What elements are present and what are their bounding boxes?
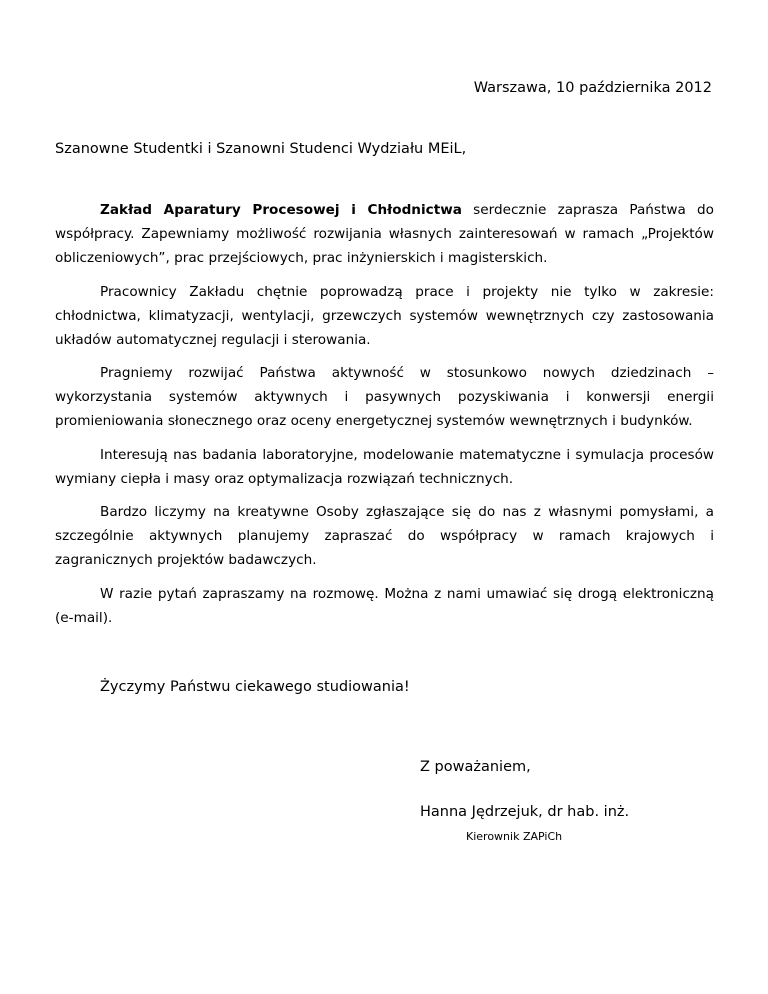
department-name: Zakład Aparatury Procesowej i Chłodnictwa (100, 202, 462, 218)
paragraph-new-fields: Pragniemy rozwijać Państwa aktywność w stosunkowo nowych dziedzinach – wykorzystania systemów aktywnych i pasywnych pozyskiwania i konwersji energii promieniowania słonecznego oraz oceny energetycznej systemów wewnętrznych i budynków. (55, 365, 714, 429)
paragraph-invitation-text: serdecznie zaprasza Państwa do współpracy. Zapewniamy możliwość rozwijania własnych zainteresowań w ramach „Projektów obliczeniowych”, prac przejściowych, prac inżynierskich i magisterskich. (55, 202, 714, 266)
paragraph-research: Interesują nas badania laboratoryjne, modelowanie matematyczne i symulacja procesów wymiany ciepła i masy oraz optymalizacja rozwiązań technicznych. (55, 446, 714, 487)
closing-line: Z poważaniem, (420, 759, 531, 775)
paragraph-contact: W razie pytań zapraszamy na rozmowę. Można z nami umawiać się drogą elektroniczną (e-mail). (55, 585, 714, 626)
paragraph-creative: Bardzo liczymy na kreatywne Osoby zgłaszające się do nas z własnymi pomysłami, a szczególnie aktywnych planujemy zapraszać do współpracy w ramach krajowych i zagranicznych projektów badawczych. (55, 504, 714, 568)
salutation: Szanowne Studentki i Szanowni Studenci Wydziału MEiL, (55, 141, 467, 157)
signature-role: Kierownik ZAPiCh (466, 830, 563, 843)
paragraph-invitation (55, 198, 714, 270)
signature-name: Hanna Jędrzejuk, dr hab. inż. (420, 804, 630, 820)
wishes-line: Życzymy Państwu ciekawego studiowania! (100, 679, 410, 695)
letter-date: Warszawa, 10 października 2012 (473, 80, 712, 96)
paragraph-topics: Pracownicy Zakładu chętnie poprowadzą prace i projekty nie tylko w zakresie: chłodnictwa, klimatyzacji, wentylacji, grzewczych systemów wewnętrznych czy zastosowania układów automatycznej regulacji i sterowania. (55, 283, 714, 348)
letter-body (55, 198, 714, 639)
